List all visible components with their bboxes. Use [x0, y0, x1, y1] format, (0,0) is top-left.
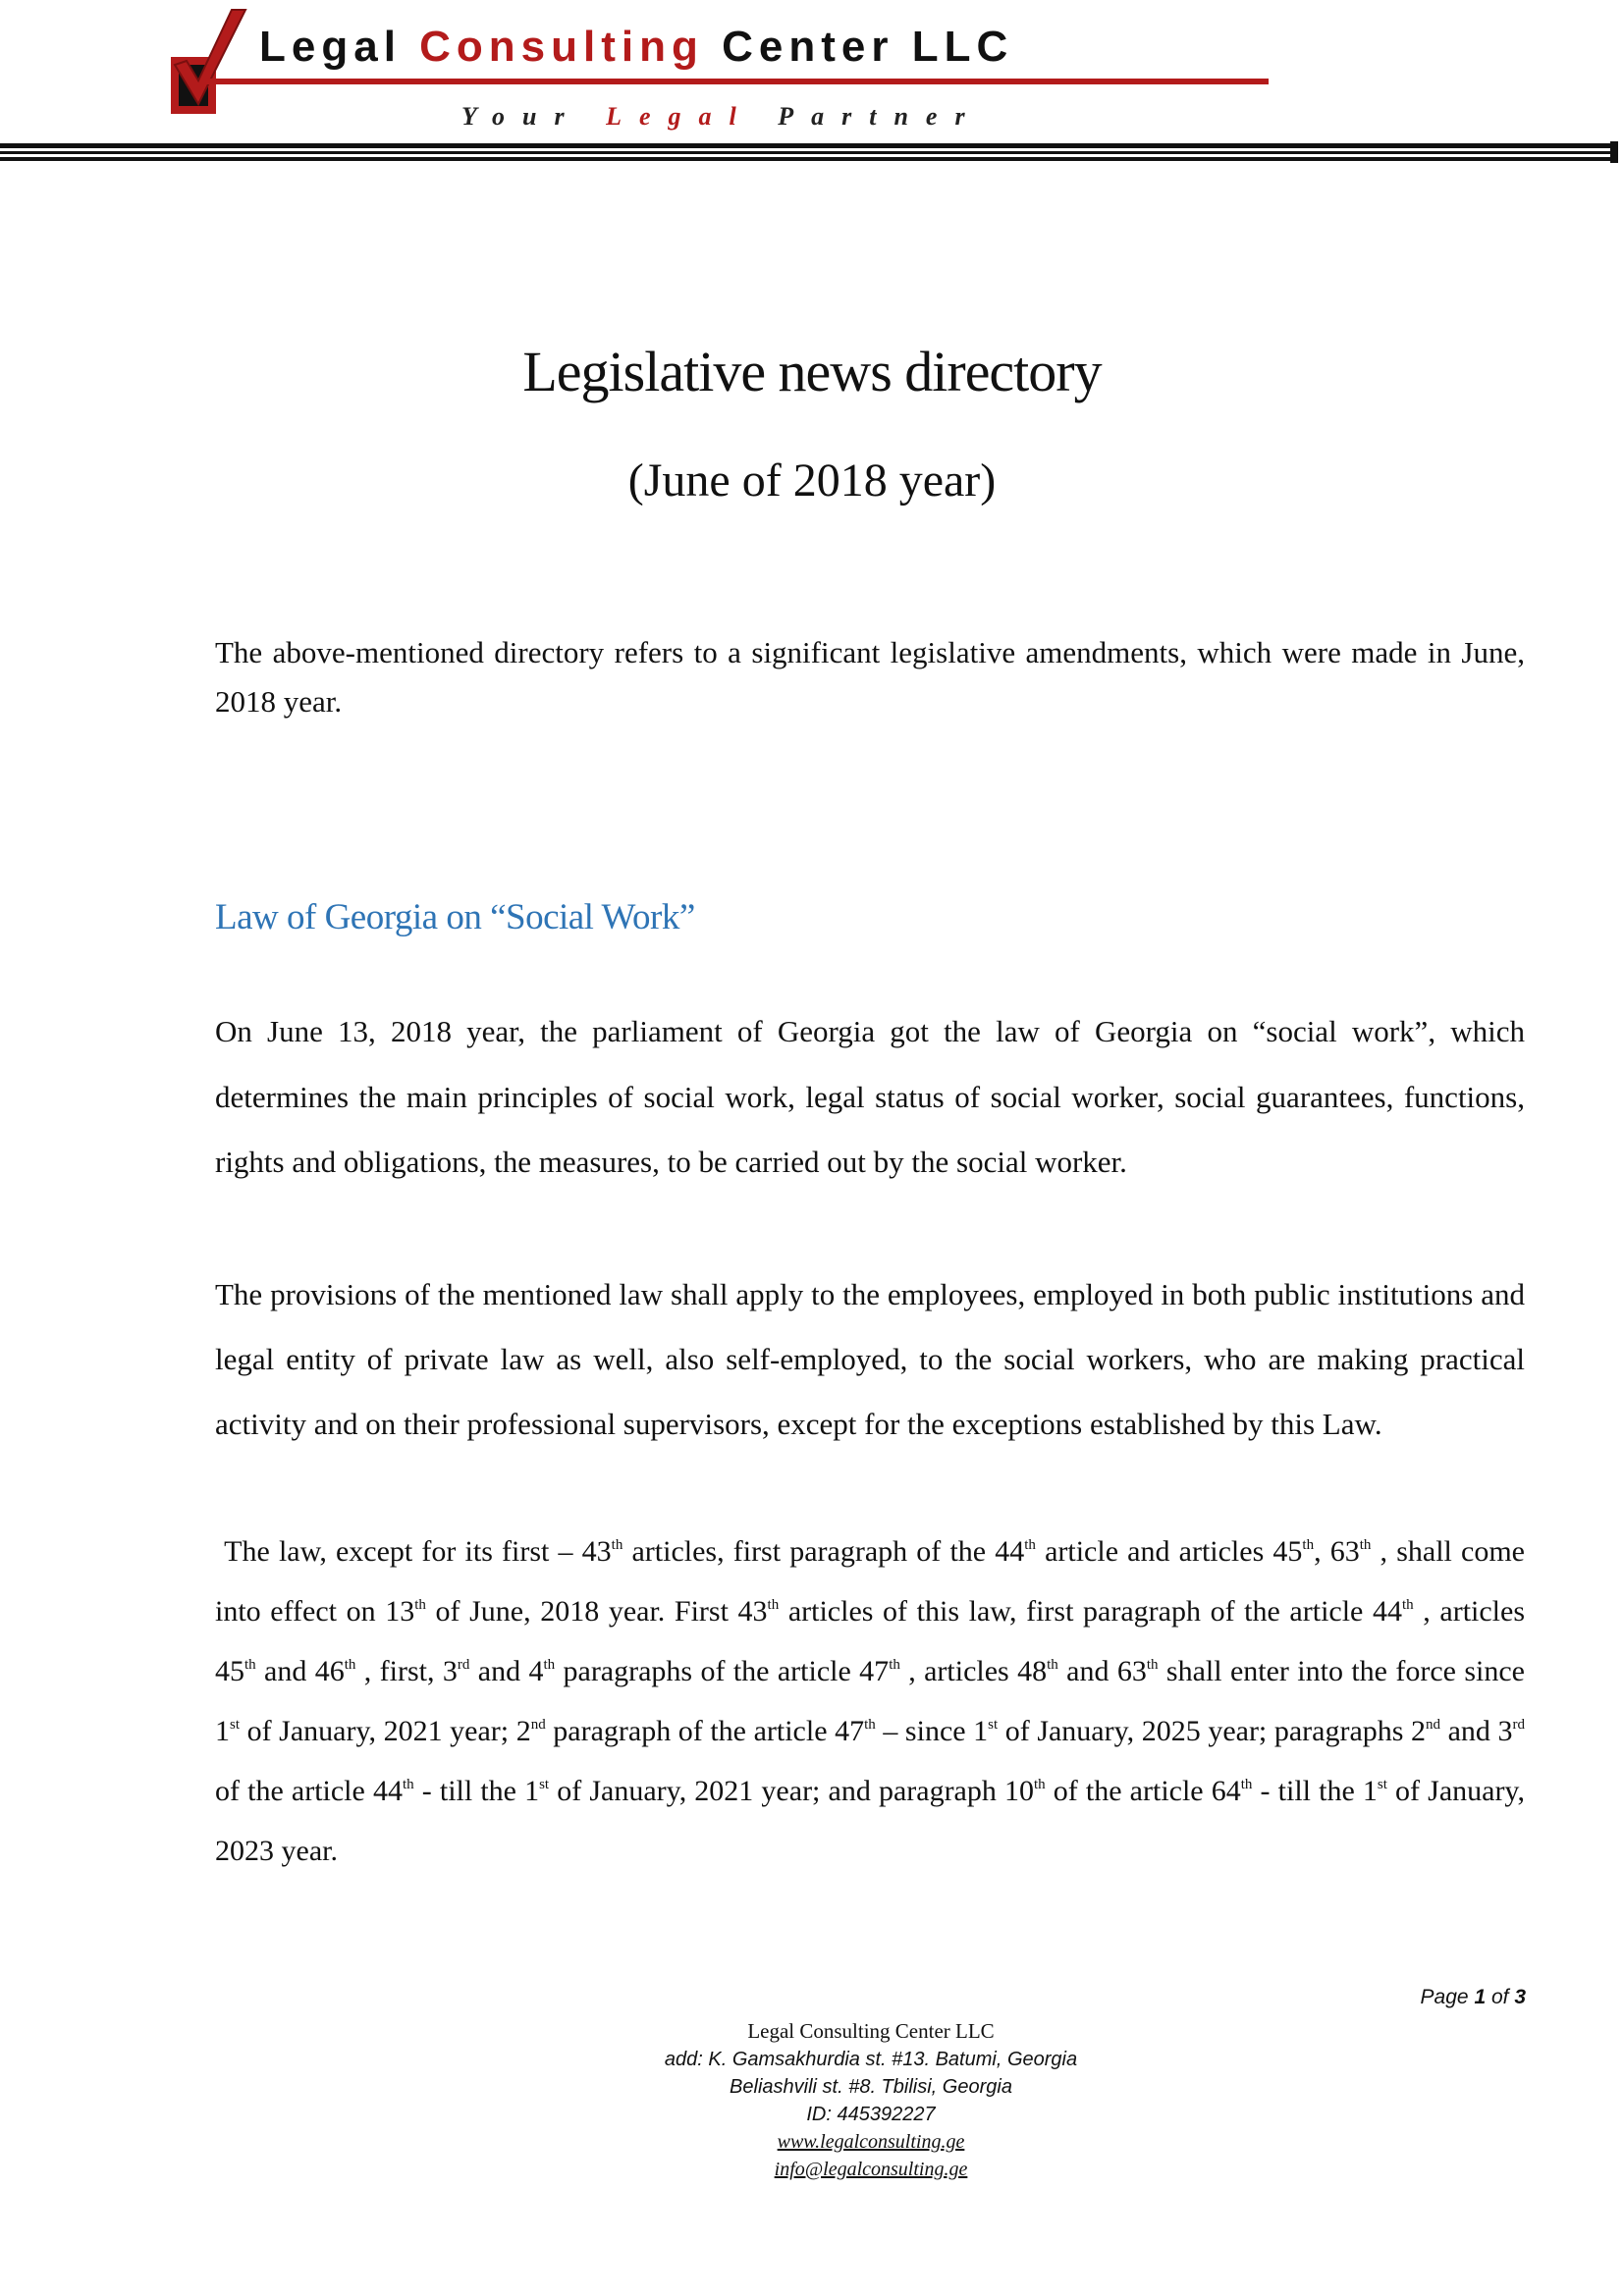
text-segment: , articles 48 — [899, 1655, 1048, 1687]
header-rule-cap — [1610, 141, 1618, 163]
text-segment: , shall come into effect on 13 — [215, 1535, 1525, 1628]
footer-address-batumi: add: K. Gamsakhurdia st. #13. Batumi, Georgia — [664, 2049, 1078, 2070]
text-segment: of January, 2021 year; and paragraph 10 — [549, 1775, 1034, 1807]
page-number-of: of — [1486, 1986, 1515, 2008]
ordinal-suffix: st — [1377, 1777, 1387, 1792]
text-segment: article and articles 45 — [1035, 1535, 1303, 1568]
ordinal-suffix: th — [543, 1657, 556, 1673]
footer-website-link[interactable]: www.legalconsulting.ge — [777, 2131, 965, 2153]
company-name — [259, 23, 1014, 71]
text-segment: of January, 2021 year; 2 — [240, 1715, 531, 1747]
ordinal-suffix: th — [611, 1537, 623, 1553]
page-number-total: 3 — [1514, 1986, 1526, 2008]
ordinal-suffix: th — [767, 1597, 780, 1613]
text-segment: paragraphs of the article 47 — [555, 1655, 890, 1687]
text-segment: paragraph of the article 47 — [545, 1715, 865, 1747]
ordinal-suffix: th — [1047, 1657, 1058, 1673]
text-segment: articles of this law, first paragraph of the article 44 — [779, 1595, 1402, 1628]
company-name-word-2: Consulting — [419, 23, 704, 71]
ordinal-suffix: th — [1146, 1657, 1159, 1673]
text-segment: shall enter into the force since 1 — [215, 1655, 1525, 1747]
ordinal-suffix: th — [402, 1777, 414, 1792]
text-segment: of June, 2018 year. First 43 — [425, 1595, 768, 1628]
body-paragraph-3 — [215, 1522, 1525, 1881]
body-paragraph-2: The provisions of the mentioned law shall apply to the employees, employed in both public institutions and legal entity of private law as well, also self-employed, to the social workers, who are making practical activity and on their professional supervisors, except for the exceptions established by this Law. — [215, 1277, 1525, 1441]
ordinal-suffix: th — [344, 1657, 356, 1673]
page-number-current: 1 — [1474, 1986, 1487, 2008]
ordinal-suffix: st — [988, 1717, 999, 1733]
header-underline — [206, 79, 1269, 84]
text-segment: of the article 64 — [1045, 1775, 1241, 1807]
page-number — [1421, 1986, 1526, 2009]
text-segment: and 63 — [1057, 1655, 1147, 1687]
footer-company-id: ID: 445392227 — [806, 2104, 936, 2125]
ordinal-suffix: rd — [457, 1657, 470, 1673]
ordinal-suffix: st — [539, 1777, 550, 1792]
header-rule — [0, 143, 1618, 148]
document-subtitle: (June of 2018 year) — [627, 454, 997, 507]
page-number-prefix: Page — [1420, 1986, 1475, 2008]
ordinal-suffix: th — [244, 1657, 256, 1673]
document-title: Legislative news directory — [522, 340, 1102, 403]
ordinal-suffix: th — [889, 1657, 900, 1673]
ordinal-suffix: rd — [1512, 1717, 1526, 1733]
ordinal-suffix: th — [1302, 1537, 1315, 1553]
text-segment: of January, 2023 year. — [215, 1775, 1525, 1867]
body-paragraph-1: On June 13, 2018 year, the parliament of Georgia got the law of Georgia on “social work”, which determines the main principles of social work, legal status of social worker, social guarantees, functions, rights and obligations, the measures, to be carried out by the social worker. — [215, 1014, 1525, 1179]
text-segment: - till the 1 — [413, 1775, 540, 1807]
header-rule — [0, 157, 1618, 161]
ordinal-suffix: th — [1359, 1537, 1372, 1553]
ordinal-suffix: nd — [530, 1717, 546, 1733]
ordinal-suffix: th — [1240, 1777, 1253, 1792]
ordinal-suffix: th — [414, 1597, 426, 1613]
text-segment: and 3 — [1440, 1715, 1513, 1747]
text-segment: articles, first paragraph of the 44 — [623, 1535, 1025, 1568]
text-segment: and 4 — [469, 1655, 544, 1687]
company-name-word-1: Legal — [259, 23, 402, 71]
footer-address-tbilisi: Beliashvili st. #8. Tbilisi, Georgia — [730, 2076, 1012, 2098]
footer-company: Legal Consulting Center LLC — [747, 2019, 995, 2043]
intro-paragraph: The above-mentioned directory refers to a significant legislative amendments, which were made in June, 2018 year. — [215, 635, 1525, 719]
tagline-word-legal: Legal — [606, 102, 754, 131]
ordinal-suffix: th — [1034, 1777, 1046, 1792]
section-heading: Law of Georgia on “Social Work” — [215, 897, 695, 937]
text-segment: , articles 45 — [215, 1595, 1526, 1687]
text-segment: and 46 — [255, 1655, 345, 1687]
text-segment: , 63 — [1314, 1535, 1360, 1568]
text-segment: - till the 1 — [1252, 1775, 1378, 1807]
text-segment: of the article 44 — [215, 1775, 403, 1807]
ordinal-suffix: st — [230, 1717, 241, 1733]
ordinal-suffix: th — [1402, 1597, 1414, 1613]
header-rule — [0, 151, 1618, 154]
text-segment: The law, except for its first – 43 — [224, 1535, 612, 1568]
ordinal-suffix: th — [864, 1717, 876, 1733]
text-segment: , first, 3 — [355, 1655, 458, 1687]
ordinal-suffix: th — [1024, 1537, 1036, 1553]
text-segment: of January, 2025 year; paragraphs 2 — [998, 1715, 1427, 1747]
checkmark-box-icon — [169, 6, 251, 122]
tagline — [461, 102, 983, 132]
tagline-word-your: Your — [461, 102, 582, 131]
tagline-word-partner: Partner — [778, 102, 983, 131]
company-name-word-3: Center LLC — [722, 23, 1014, 71]
ordinal-suffix: nd — [1426, 1717, 1441, 1733]
text-segment: – since 1 — [875, 1715, 989, 1747]
footer-email-link[interactable]: info@legalconsulting.ge — [774, 2159, 968, 2180]
